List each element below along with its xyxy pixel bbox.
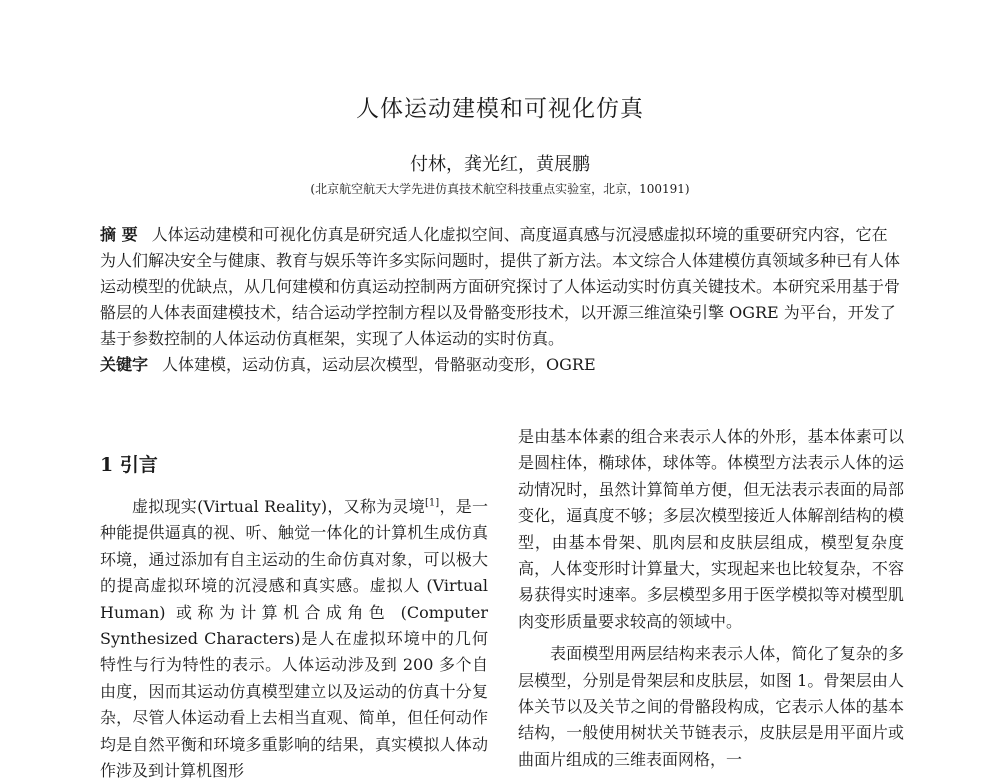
keywords-label: 关键字 — [100, 355, 149, 374]
keywords — [100, 352, 900, 378]
right-paragraph-1: 是由基本体素的组合来表示人体的外形，基本体素可以是圆柱体，椭球体，球体等。体模型方法表示人体的运动情况时，虽然计算简单方便，但无法表示表面的局部变化，逼真度不够；多层次模型接近人体解剖结构的模型，由基本骨架、肌肉层和皮肤层组成，模型复杂度高，人体变形时计算量大，实现起来也比较复杂，不容易获得实时速率。多层模型多用于医学模拟等对模型肌肉变形质量要求较高的领域中。 — [518, 427, 904, 631]
paper-title: 人体运动建模和可视化仿真 — [356, 96, 644, 122]
abstract-text: 人体运动建模和可视化仿真是研究适人化虚拟空间、高度逼真感与沉浸感虚拟环境的重要研究内容，它在为人们解决安全与健康、教育与娱乐等许多实际问题时，提供了新方法。本文综合人体建模仿真领域多种已有人体运动模型的优缺点，从几何建模和仿真运动控制两方面研究探讨了人体运动实时仿真关键技术。本研究采用基于骨骼层的人体表面建模技术，结合运动学控制方程以及骨骼变形技术，以开源三维渲染引擎 OGRE 为平台，开发了基于参数控制的人体运动仿真框架，实现了人体运动的实时仿真。 — [100, 225, 901, 348]
abstract-label: 摘 要 — [100, 225, 138, 244]
intro-paragraph — [100, 494, 488, 784]
paper-authors: 付林，龚光红，黄展鹏 — [410, 154, 590, 175]
intro-text-b: ，是一种能提供逼真的视、听、触觉一体化的计算机生成仿真环境，通过添加有自主运动的生命仿真对象，可以极大的提高虚拟环境的沉浸感和真实感。虚拟人 (Virtual Human) 或称为计算机合成角色 (Computer Synthesized Characters)是人在虚拟环境中的几何特性与行为特性的表示。人体运动涉及到 200 多个自由度，因而其运动仿真模型建立以及运动的仿真十分复杂，尽管人体运动看上去相当直观、简单，但任何动作均是自然平衡和环境多重影响的结果，真实模拟人体动作涉及到计算机图形 — [100, 497, 488, 781]
paper-affiliation: (北京航空航天大学先进仿真技术航空科技重点实验室，北京，100191) — [310, 182, 690, 196]
section-heading-introduction: 1 引言 — [100, 454, 158, 476]
citation-ref: [1] — [425, 497, 440, 509]
right-paragraph-2: 表面模型用两层结构来表示人体，简化了复杂的多层模型，分别是骨架层和皮肤层，如图 1。骨架层由人体关节以及关节之间的骨骼段构成，它表示人体的基本结构，一般使用树状关节链表示，皮肤层是用平面片或曲面片组成的三维表面网格，一 — [518, 644, 904, 769]
keywords-text: 人体建模，运动仿真，运动层次模型，骨骼驱动变形，OGRE — [162, 355, 596, 374]
abstract — [100, 222, 900, 352]
right-column — [518, 424, 904, 773]
intro-text-a: 虚拟现实(Virtual Reality)，又称为灵境 — [132, 497, 425, 516]
left-column — [100, 494, 488, 784]
